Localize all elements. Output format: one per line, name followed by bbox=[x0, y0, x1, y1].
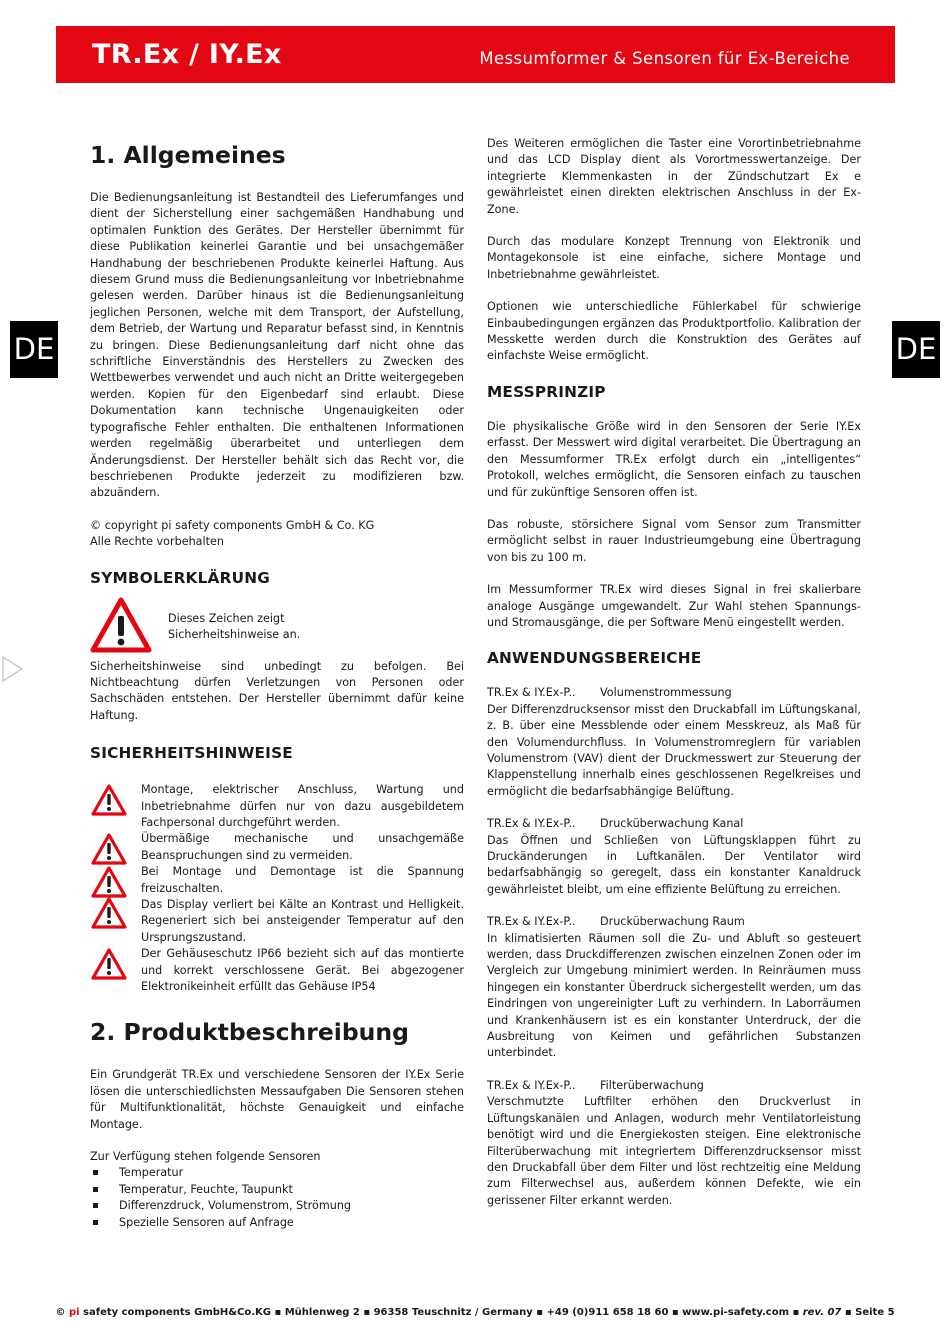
safety-item-text: Bei Montage und Demontage ist die Spannung freizuschalten. bbox=[141, 865, 464, 895]
application-text: In klimatisierten Räumen soll die Zu- und Abluft so gesteuert werden, dass Druckdifferenzen zwischen einzelnen Zonen oder im Vergleich zur Umgebung minimiert werden. In Reinräumen muss hingegen ein konstanter Überdruck sichergestellt werden, um das Eindringen von ungereinigter Luft zu verhindern. In Laborräumen und Krankenhäusern ist es ein konstanter Unterdruck, der die Ausbreitung von Keimen und gefährlichen Substanzen unterbindet. bbox=[487, 931, 861, 1060]
section-heading-allgemeines: 1. Allgemeines bbox=[90, 141, 286, 169]
footer-separator: ▪ bbox=[671, 1307, 679, 1318]
product-paragraph: Durch das modulare Konzept Trennung von Elektronik und Montagekonsole ist eine einfache, sichere Montage und Inbetriebnahme gewährleistet. bbox=[487, 235, 861, 281]
footer-street: Mühlenweg 2 bbox=[284, 1307, 360, 1318]
application-heading bbox=[487, 816, 861, 832]
page-title: TR.Ex / IY.Ex bbox=[92, 39, 282, 70]
product-paragraph: Optionen wie unterschiedliche Fühlerkabel für schwierige Einbaubedingungen ergänzen das Produktportfolio. Kalibration der Messkette werden durch die Konstruktion des Gerätes auf einfachste Weise ermöglicht. bbox=[487, 300, 861, 363]
application-code: TR.Ex & IY.Ex-P.. bbox=[487, 817, 576, 831]
application-name: Drucküberwachung Raum bbox=[600, 915, 745, 929]
messprinzip-paragraph: Das robuste, störsichere Signal vom Sensor zum Transmitter ermöglicht selbst in rauer Industrieumgebung eine Übertragung von bis zu 100 m. bbox=[487, 517, 861, 564]
copyright-line: © copyright pi safety components GmbH & Co. KG bbox=[90, 518, 375, 532]
footer-brand: pi bbox=[68, 1307, 80, 1318]
section-heading-anwendungsbereiche: ANWENDUNGSBEREICHE bbox=[487, 649, 702, 668]
warning-triangle-icon bbox=[90, 597, 152, 653]
footer-page-number: Seite 5 bbox=[855, 1307, 895, 1318]
safety-item-text: Übermäßige mechanische und unsachgemäße Beanspruchungen sind zu vermeiden. bbox=[141, 832, 464, 862]
produktbeschreibung-text: Ein Grundgerät TR.Ex und verschiedene Sensoren der IY.Ex Serie lösen die unterschiedlichsten Messaufgaben Die Sensoren stehen für Multifunktionalität, höchste Genauigkeit und einfache Montage. bbox=[90, 1068, 464, 1131]
safety-item-text: Das Display verliert bei Kälte an Kontrast und Helligkeit. Regeneriert sich bei ansteigender Temperatur auf den Ursprungszustand. bbox=[141, 898, 464, 944]
warning-triangle-icon bbox=[91, 948, 127, 980]
footer-city: 96358 Teuschnitz / Germany bbox=[373, 1307, 533, 1318]
footer-separator: ▪ bbox=[844, 1307, 852, 1318]
application-block bbox=[487, 685, 861, 800]
warning-triangle-icon bbox=[91, 866, 127, 898]
warning-triangle-icon bbox=[91, 833, 127, 865]
safety-item-text: Der Gehäuseschutz IP66 bezieht sich auf das montierte und korrekt verschlossene Gerät. Bei abgezogener Elektronikeinheit erfüllt das Gehäuse IP54 bbox=[141, 947, 464, 994]
page-footer bbox=[0, 1305, 950, 1321]
symbol-caption bbox=[168, 611, 300, 644]
allgemeines-text: Die Bedienungsanleitung ist Bestandteil des Lieferumfanges und dient der Sicherstellung einer sachgemäßen Handhabung und optimalen Funktion des Gerätes. Der Hersteller übernimmt für diese Publikation keinerlei Garantie und bei unsachgemäßer Handhabung der beschriebenen Produkte keinerlei Haftung. Aus diesem Grund muss die Bedienungsanleitung vor Inbetriebnahme gelesen werden. Darüber hinaus ist die Bedienungsanleitung jeglichen Personen, welche mit dem Transport, der Aufstellung, dem Betrieb, der Wartung und Reparatur befasst sind, in Kenntnis zu bringen. Diese Bedienungsanleitung darf nicht ohne das schriftliche Einverständnis des Herstellers zu Zwecken des Wettbewerbes verwendet und auch nicht an Dritte weitergegeben werden. Kopien für den Eigenbedarf sind erlaubt. Diese Dokumentation kann technische Ungenauigkeiten oder typografische Fehler enthalten. Die enthaltenen Informationen werden regelmäßig überarbeitet und unterliegen dem Änderungsdienst. Der Hersteller behält sich das Recht vor, die beschriebenen Produkte jederzeit zu modifizieren bzw. abzuändern. bbox=[90, 191, 464, 500]
footer-separator: ▪ bbox=[363, 1307, 371, 1318]
application-text: Der Differenzdrucksensor misst den Druckabfall im Lüftungskanal, z. B. über eine Messblende oder einem Messkreuz, als Maß für den Volumendurchfluss. In Volumenstromreglern für variablen Volumenstrom (VAV) dient der Druckmesswert zur Steuerung der Klappenstellung innerhalb eines geschlossenen Regelkreises und ermöglicht die bedarfsabhängige Belüftung. bbox=[487, 702, 861, 798]
safety-item bbox=[90, 864, 464, 897]
safety-item bbox=[90, 946, 464, 995]
list-item: Temperatur bbox=[90, 1165, 464, 1181]
page-subtitle: Messumformer & Sensoren für Ex-Bereiche bbox=[479, 49, 850, 68]
product-paragraph: Des Weiteren ermöglichen die Taster eine Vorortinbetriebnahme und das LCD Display dient als Vorortmesswertanzeige. Der integrierte Klemmenkasten in der Zündschutzart Ex e gewährleistet einen direkten elektrischen Anschluss in der Ex-Zone. bbox=[487, 137, 861, 216]
rights-line: Alle Rechte vorbehalten bbox=[90, 535, 224, 549]
symbol-explanation bbox=[90, 597, 464, 653]
application-heading bbox=[487, 1078, 861, 1094]
symbol-caption-line: Sicherheitshinweise an. bbox=[168, 627, 301, 641]
application-name: Volumenstrommessung bbox=[600, 686, 732, 700]
language-tab-left[interactable]: DE bbox=[10, 321, 58, 378]
application-block bbox=[487, 1078, 861, 1209]
warning-triangle-icon bbox=[91, 897, 127, 929]
left-column bbox=[90, 136, 464, 1231]
application-text: Das Öffnen und Schließen von Lüftungsklappen führt zu Druckänderungen in Luftkanälen. Der Ventilator wird bedarfsabhängig so geregelt, dass ein konstanter Kanaldruck gewährleistet bleibt, um eine effiziente Belüftung zu erreichen. bbox=[487, 833, 861, 896]
list-item: Temperatur, Feuchte, Taupunkt bbox=[90, 1182, 464, 1198]
section-heading-symbolerklaerung: SYMBOLERKLÄRUNG bbox=[90, 568, 270, 587]
safety-item bbox=[90, 782, 464, 831]
application-name: Filterüberwachung bbox=[600, 1078, 704, 1092]
application-block bbox=[487, 914, 861, 1062]
warning-triangle-icon bbox=[91, 784, 127, 816]
safety-item bbox=[90, 831, 464, 864]
footer-copyright-symbol: © bbox=[55, 1307, 66, 1318]
safety-item-text: Montage, elektrischer Anschluss, Wartung und Inbetriebnahme dürfen nur von dazu ausgebildetem Fachpersonal durchgeführt werden. bbox=[141, 783, 464, 829]
footer-separator: ▪ bbox=[792, 1307, 800, 1318]
list-item: Spezielle Sensoren auf Anfrage bbox=[90, 1215, 464, 1231]
footer-separator: ▪ bbox=[536, 1307, 544, 1318]
messprinzip-paragraph: Im Messumformer TR.Ex wird dieses Signal in frei skalierbare analoge Ausgänge umgewandelt. Zur Wahl stehen Spannungs- und Stromausgänge, die per Software Menü eingestellt werden. bbox=[487, 583, 861, 629]
symbol-caption-line: Dieses Zeichen zeigt bbox=[168, 611, 285, 625]
messprinzip-paragraph: Die physikalische Größe wird in den Sensoren der Serie IY.Ex erfasst. Der Messwert wird digital verarbeitet. Die Übertragung an den Messumformer TR.Ex erfolgt durch ein „intelligentes“ Protokoll, welches ermöglicht, die Sensoren einfach zu tauschen und für zukünftige Sensoren offen ist. bbox=[487, 419, 861, 499]
sensor-list bbox=[90, 1165, 464, 1231]
list-item: Differenzdruck, Volumenstrom, Strömung bbox=[90, 1198, 464, 1214]
section-heading-produktbeschreibung: 2. Produktbeschreibung bbox=[90, 1018, 409, 1047]
application-heading bbox=[487, 685, 861, 701]
language-tab-right[interactable]: DE bbox=[892, 321, 940, 378]
footer-separator: ▪ bbox=[274, 1307, 282, 1318]
footer-revision: rev. 07 bbox=[802, 1307, 842, 1318]
application-name: Drucküberwachung Kanal bbox=[600, 817, 744, 831]
sensors-intro: Zur Verfügung stehen folgende Sensoren bbox=[90, 1150, 321, 1164]
section-heading-messprinzip: MESSPRINZIP bbox=[487, 382, 606, 401]
safety-item bbox=[90, 897, 464, 946]
application-heading bbox=[487, 914, 861, 930]
right-column bbox=[487, 136, 861, 1209]
safety-list bbox=[90, 782, 464, 995]
footer-website-link[interactable]: www.pi-safety.com bbox=[682, 1307, 789, 1318]
symbol-text: Sicherheitshinweise sind unbedingt zu befolgen. Bei Nichtbeachtung dürfen Verletzungen von Personen oder Sachschäden entstehen. Der Hersteller übernimmt dafür keine Haftung. bbox=[90, 659, 464, 722]
application-text: Verschmutzte Luftfilter erhöhen den Druckverlust in Lüftungskanälen und Anlagen, wodurch mehr Ventilatorleistung benötigt wird und die Energiekosten steigen. Eine elektronische Filterüberwachung mit integriertem Differenzdrucksensor misst den Druckabfall über dem Filter und löst rechtzeitig eine Meldung zum Filterwechsel aus, außerdem können Defekte, wie ein gerissener Filter erkannt werden. bbox=[487, 1095, 861, 1207]
application-block bbox=[487, 816, 861, 898]
application-code: TR.Ex & IY.Ex-P.. bbox=[487, 1078, 576, 1092]
footer-phone: +49 (0)911 658 18 60 bbox=[546, 1307, 669, 1318]
section-heading-sicherheitshinweise: SICHERHEITSHINWEISE bbox=[90, 744, 293, 763]
application-code: TR.Ex & IY.Ex-P.. bbox=[487, 915, 576, 929]
application-code: TR.Ex & IY.Ex-P.. bbox=[487, 686, 576, 700]
page-arrow-icon[interactable] bbox=[2, 656, 24, 682]
footer-company: safety components GmbH&Co.KG bbox=[83, 1307, 271, 1318]
